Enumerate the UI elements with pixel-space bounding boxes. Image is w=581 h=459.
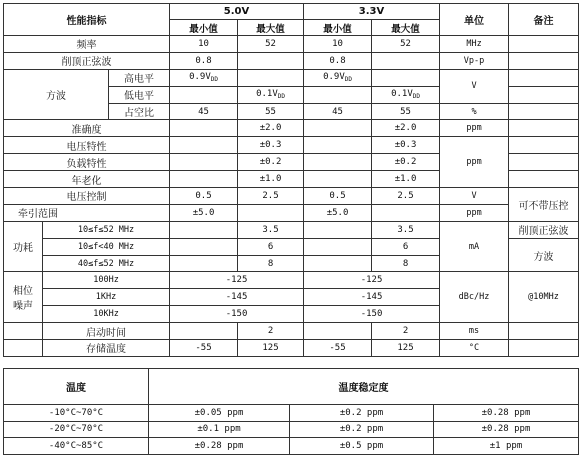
startup-5v-max: 2 xyxy=(238,323,304,340)
temp-row xyxy=(4,405,579,422)
startup-blank xyxy=(4,323,43,340)
noise-freq-1: 100Hz xyxy=(43,272,170,289)
duty-note xyxy=(509,103,579,120)
high-3v3-min: $0.9V_{DD}$ xyxy=(304,69,372,86)
duty-unit: % xyxy=(440,103,509,120)
startup-unit: ms xyxy=(440,323,509,340)
row-noise-1 xyxy=(4,272,579,289)
freq-5v-max: 52 xyxy=(238,36,304,53)
storage-5v-min: -55 xyxy=(170,340,238,357)
temperature-stability-table xyxy=(3,368,579,455)
high-5v-min: $0.9V_{DD}$ xyxy=(170,69,238,86)
clipped-5v-min: 0.8 xyxy=(170,52,238,69)
high-5v-max xyxy=(238,69,304,86)
vctrl-5v-min: 0.5 xyxy=(170,188,238,205)
header-5v-min: 最小值 xyxy=(170,20,238,36)
duty-5v-min: 45 xyxy=(170,103,238,120)
clipped-note xyxy=(509,52,579,69)
square-unit-v: V xyxy=(440,69,509,103)
header-param: 性能指标 xyxy=(4,4,170,36)
power2-3v3-min xyxy=(304,238,372,255)
temp-stability-a: ±0.1 ppm xyxy=(149,421,290,438)
clipped-5v-max xyxy=(238,52,304,69)
label-low-level: 低电平 xyxy=(109,86,170,103)
duty-3v3-min: 45 xyxy=(304,103,372,120)
low-3v3-min xyxy=(304,86,372,103)
label-pull-range: 牵引范围 xyxy=(4,204,170,221)
accuracy-note xyxy=(509,120,579,137)
aging-5v-min xyxy=(170,171,238,188)
header-3v3: 3.3V xyxy=(304,4,440,20)
noise2-5v: -145 xyxy=(170,289,304,306)
pull-3v3-min: ±5.0 xyxy=(304,204,372,221)
storage-3v3-min: -55 xyxy=(304,340,372,357)
label-duty-cycle: 占空比 xyxy=(109,103,170,120)
voltage-3v3-max: ±0.3 xyxy=(372,137,440,154)
label-startup: 启动时间 xyxy=(43,323,170,340)
storage-unit: °C xyxy=(440,340,509,357)
header-3v3-max: 最大值 xyxy=(372,20,440,36)
temp-range: -20°C~70°C xyxy=(4,421,149,438)
clipped-3v3-max xyxy=(372,52,440,69)
label-aging: 年老化 xyxy=(4,171,170,188)
power-note-clipped: 削顶正弦波 xyxy=(509,221,579,238)
row-voltage-char xyxy=(4,137,579,154)
noise2-3v3: -145 xyxy=(304,289,440,306)
temp-stability-c: ±1 ppm xyxy=(434,438,579,455)
temp-header-row xyxy=(4,369,579,405)
accuracy-unit: ppm xyxy=(440,120,509,137)
startup-3v3-min xyxy=(304,323,372,340)
header-5v-max: 最大值 xyxy=(238,20,304,36)
storage-3v3-max: 125 xyxy=(372,340,440,357)
noise-freq-2: 1KHz xyxy=(43,289,170,306)
temp-stability-b: ±0.5 ppm xyxy=(290,438,434,455)
voltage-5v-max: ±0.3 xyxy=(238,137,304,154)
row-clipped-sine xyxy=(4,52,579,69)
power1-5v-max: 3.5 xyxy=(238,221,304,238)
row-voltage-control xyxy=(4,188,579,205)
temp-range: -40°C~85°C xyxy=(4,438,149,455)
row-square-high xyxy=(4,69,579,86)
label-voltage-control: 电压控制 xyxy=(4,188,170,205)
load-3v3-min xyxy=(304,154,372,171)
noise1-3v3: -125 xyxy=(304,272,440,289)
power2-5v-max: 6 xyxy=(238,238,304,255)
clipped-unit: Vp-p xyxy=(440,52,509,69)
row-accuracy xyxy=(4,120,579,137)
spec-table xyxy=(3,3,579,357)
pull-note: 可不带压控 xyxy=(509,188,579,222)
aging-note xyxy=(509,171,579,188)
temp-header-temperature: 温度 xyxy=(4,369,149,405)
power-range-3: 40≤f≤52 MHz xyxy=(43,255,170,272)
power1-3v3-min xyxy=(304,221,372,238)
pull-5v-max xyxy=(238,204,304,221)
temp-stability-a: ±0.28 ppm xyxy=(149,438,290,455)
power-unit: mA xyxy=(440,221,509,272)
header-row-voltage xyxy=(4,4,579,20)
label-phase-noise xyxy=(4,272,43,323)
accuracy-3v3-min xyxy=(304,120,372,137)
duty-5v-max: 55 xyxy=(238,103,304,120)
low-5v-min xyxy=(170,86,238,103)
label-clipped-sine: 削顶正弦波 xyxy=(4,52,170,69)
power1-3v3-max: 3.5 xyxy=(372,221,440,238)
load-3v3-max: ±0.2 xyxy=(372,154,440,171)
temp-stability-c: ±0.28 ppm xyxy=(434,405,579,422)
low-5v-max: $0.1V_{DD}$ xyxy=(238,86,304,103)
freq-5v-min: 10 xyxy=(170,36,238,53)
accuracy-3v3-max: ±2.0 xyxy=(372,120,440,137)
aging-3v3-min xyxy=(304,171,372,188)
label-power: 功耗 xyxy=(4,221,43,272)
load-unit: ppm xyxy=(440,137,509,188)
vctrl-unit: V xyxy=(440,188,509,205)
pull-5v-min: ±5.0 xyxy=(170,204,238,221)
voltage-5v-min xyxy=(170,137,238,154)
noise3-3v3: -150 xyxy=(304,306,440,323)
power3-5v-min xyxy=(170,255,238,272)
startup-3v3-max: 2 xyxy=(372,323,440,340)
vctrl-5v-max: 2.5 xyxy=(238,188,304,205)
noise3-5v: -150 xyxy=(170,306,304,323)
row-pull-range xyxy=(4,204,579,221)
voltage-3v3-min xyxy=(304,137,372,154)
noise-unit: dBc/Hz xyxy=(440,272,509,323)
temp-range: -10°C~70°C xyxy=(4,405,149,422)
label-phase-noise-l2: 噪声 xyxy=(13,301,33,313)
header-note: 备注 xyxy=(509,4,579,36)
row-power-1 xyxy=(4,221,579,238)
startup-5v-min xyxy=(170,323,238,340)
row-startup xyxy=(4,323,579,340)
header-3v3-min: 最小值 xyxy=(304,20,372,36)
freq-3v3-max: 52 xyxy=(372,36,440,53)
duty-3v3-max: 55 xyxy=(372,103,440,120)
load-5v-min xyxy=(170,154,238,171)
load-5v-max: ±0.2 xyxy=(238,154,304,171)
power1-5v-min xyxy=(170,221,238,238)
temp-stability-b: ±0.2 ppm xyxy=(290,405,434,422)
label-square-wave: 方波 xyxy=(4,69,109,120)
freq-unit: MHz xyxy=(440,36,509,53)
label-phase-noise-l1: 相位 xyxy=(13,286,33,298)
accuracy-5v-min xyxy=(170,120,238,137)
low-note xyxy=(509,86,579,103)
header-unit: 单位 xyxy=(440,4,509,36)
label-frequency: 频率 xyxy=(4,36,170,53)
storage-blank xyxy=(4,340,43,357)
vctrl-3v3-max: 2.5 xyxy=(372,188,440,205)
high-note xyxy=(509,69,579,86)
load-note xyxy=(509,154,579,171)
startup-note xyxy=(509,323,579,340)
low-3v3-max: $0.1V_{DD}$ xyxy=(372,86,440,103)
noise-note: @10MHz xyxy=(509,272,579,323)
temp-header-stability: 温度稳定度 xyxy=(149,369,579,405)
power3-5v-max: 8 xyxy=(238,255,304,272)
voltage-note xyxy=(509,137,579,154)
label-accuracy: 准确度 xyxy=(4,120,170,137)
power-range-1: 10≤f≤52 MHz xyxy=(43,221,170,238)
temp-row xyxy=(4,421,579,438)
power-range-2: 10≤f<40 MHz xyxy=(43,238,170,255)
pull-unit: ppm xyxy=(440,204,509,221)
label-storage: 存储温度 xyxy=(43,340,170,357)
label-load-char: 负载特性 xyxy=(4,154,170,171)
temp-row xyxy=(4,438,579,455)
power2-5v-min xyxy=(170,238,238,255)
accuracy-5v-max: ±2.0 xyxy=(238,120,304,137)
vctrl-3v3-min: 0.5 xyxy=(304,188,372,205)
storage-note xyxy=(509,340,579,357)
temp-stability-c: ±0.28 ppm xyxy=(434,421,579,438)
freq-note xyxy=(509,36,579,53)
row-frequency xyxy=(4,36,579,53)
pull-3v3-max xyxy=(372,204,440,221)
temp-stability-a: ±0.05 ppm xyxy=(149,405,290,422)
noise-freq-3: 10KHz xyxy=(43,306,170,323)
label-high-level: 高电平 xyxy=(109,69,170,86)
header-5v: 5.0V xyxy=(170,4,304,20)
power2-3v3-max: 6 xyxy=(372,238,440,255)
label-voltage-char: 电压特性 xyxy=(4,137,170,154)
freq-3v3-min: 10 xyxy=(304,36,372,53)
noise1-5v: -125 xyxy=(170,272,304,289)
power-note-square: 方波 xyxy=(509,238,579,272)
power3-3v3-max: 8 xyxy=(372,255,440,272)
storage-5v-max: 125 xyxy=(238,340,304,357)
temp-stability-b: ±0.2 ppm xyxy=(290,421,434,438)
power3-3v3-min xyxy=(304,255,372,272)
row-storage xyxy=(4,340,579,357)
aging-3v3-max: ±1.0 xyxy=(372,171,440,188)
clipped-3v3-min: 0.8 xyxy=(304,52,372,69)
high-3v3-max xyxy=(372,69,440,86)
aging-5v-max: ±1.0 xyxy=(238,171,304,188)
